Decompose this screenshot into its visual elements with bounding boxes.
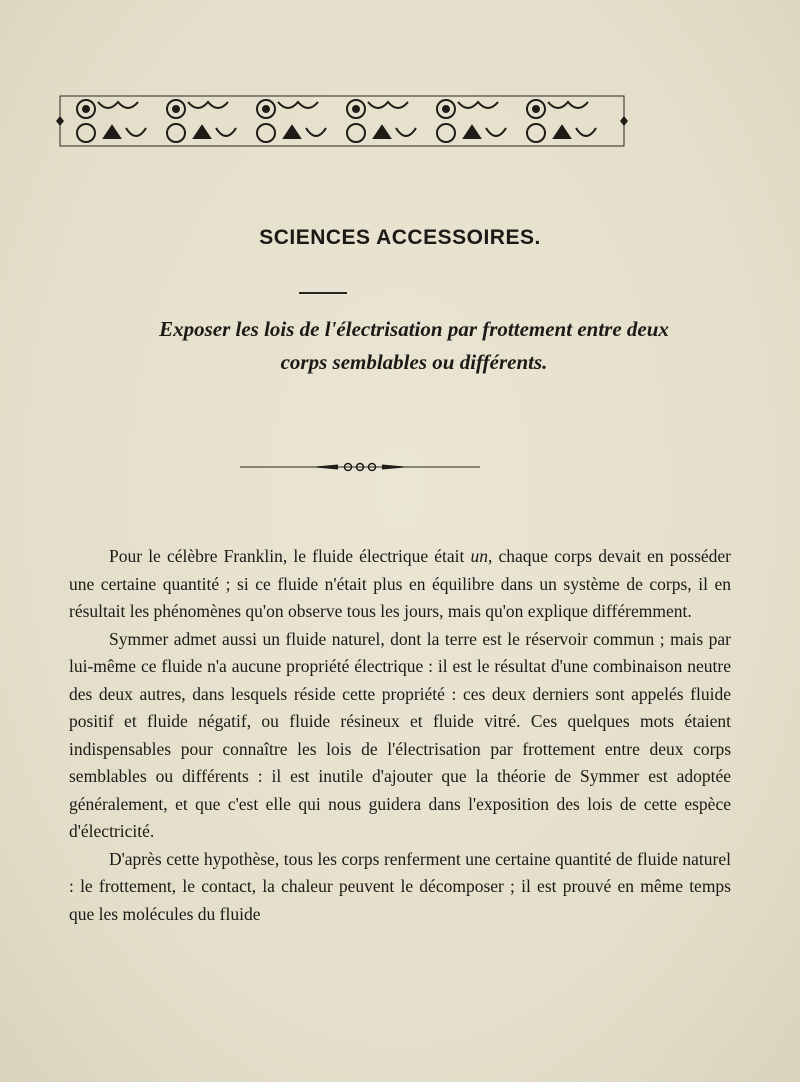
paragraph-text: , chaque corps devait en posséder une certaine quantité ; si ce fluide n'était plus en équilibre dans un système de corps, il en résultait les phénomènes qu'on observe tous les jours, mais qu'on explique différemment. (69, 546, 732, 621)
emphasized-word: un (470, 546, 488, 566)
paragraph (69, 543, 731, 626)
body-text (69, 543, 731, 928)
question-heading (34, 313, 794, 379)
section-title: SCIENCES ACCESSOIRES. (259, 226, 541, 249)
paragraph-text: Pour le célèbre Franklin, le fluide électrique était (109, 546, 471, 566)
question-line-1: Exposer les lois de l'électrisation par frottement entre deux (159, 317, 669, 341)
ornamental-headpiece-icon (56, 92, 628, 150)
paragraph: D'après cette hypothèse, tous les corps renferment une certaine quantité de fluide naturel : le frottement, le contact, la chaleur peuvent le décomposer ; il est prouvé en même temps que les molécules du fluide (69, 848, 731, 924)
short-divider (299, 292, 347, 294)
paragraph: Symmer admet aussi un fluide naturel, dont la terre est le réservoir commun ; mais par lui-même ce fluide n'a aucune propriété électrique : il est le résultat d'une combinaison neutre des deux autres, dans lesquels réside cette propriété : ces deux derniers sont appelés fluide positif et fluide négatif, ou fluide résineux et fluide vitré. Ces quelques mots étaient indispensables pour connaître les lois de l'électrisation par frottement entre deux corps semblables ou différents : il est inutile d'ajouter que la théorie de Symmer est adoptée généralement, et que c'est elle qui nous guidera dans l'exposition des lois de cette espèce d'électricité. (69, 628, 731, 841)
question-line-2: corps semblables ou différents. (280, 350, 548, 374)
decorative-rule-icon (240, 461, 480, 473)
